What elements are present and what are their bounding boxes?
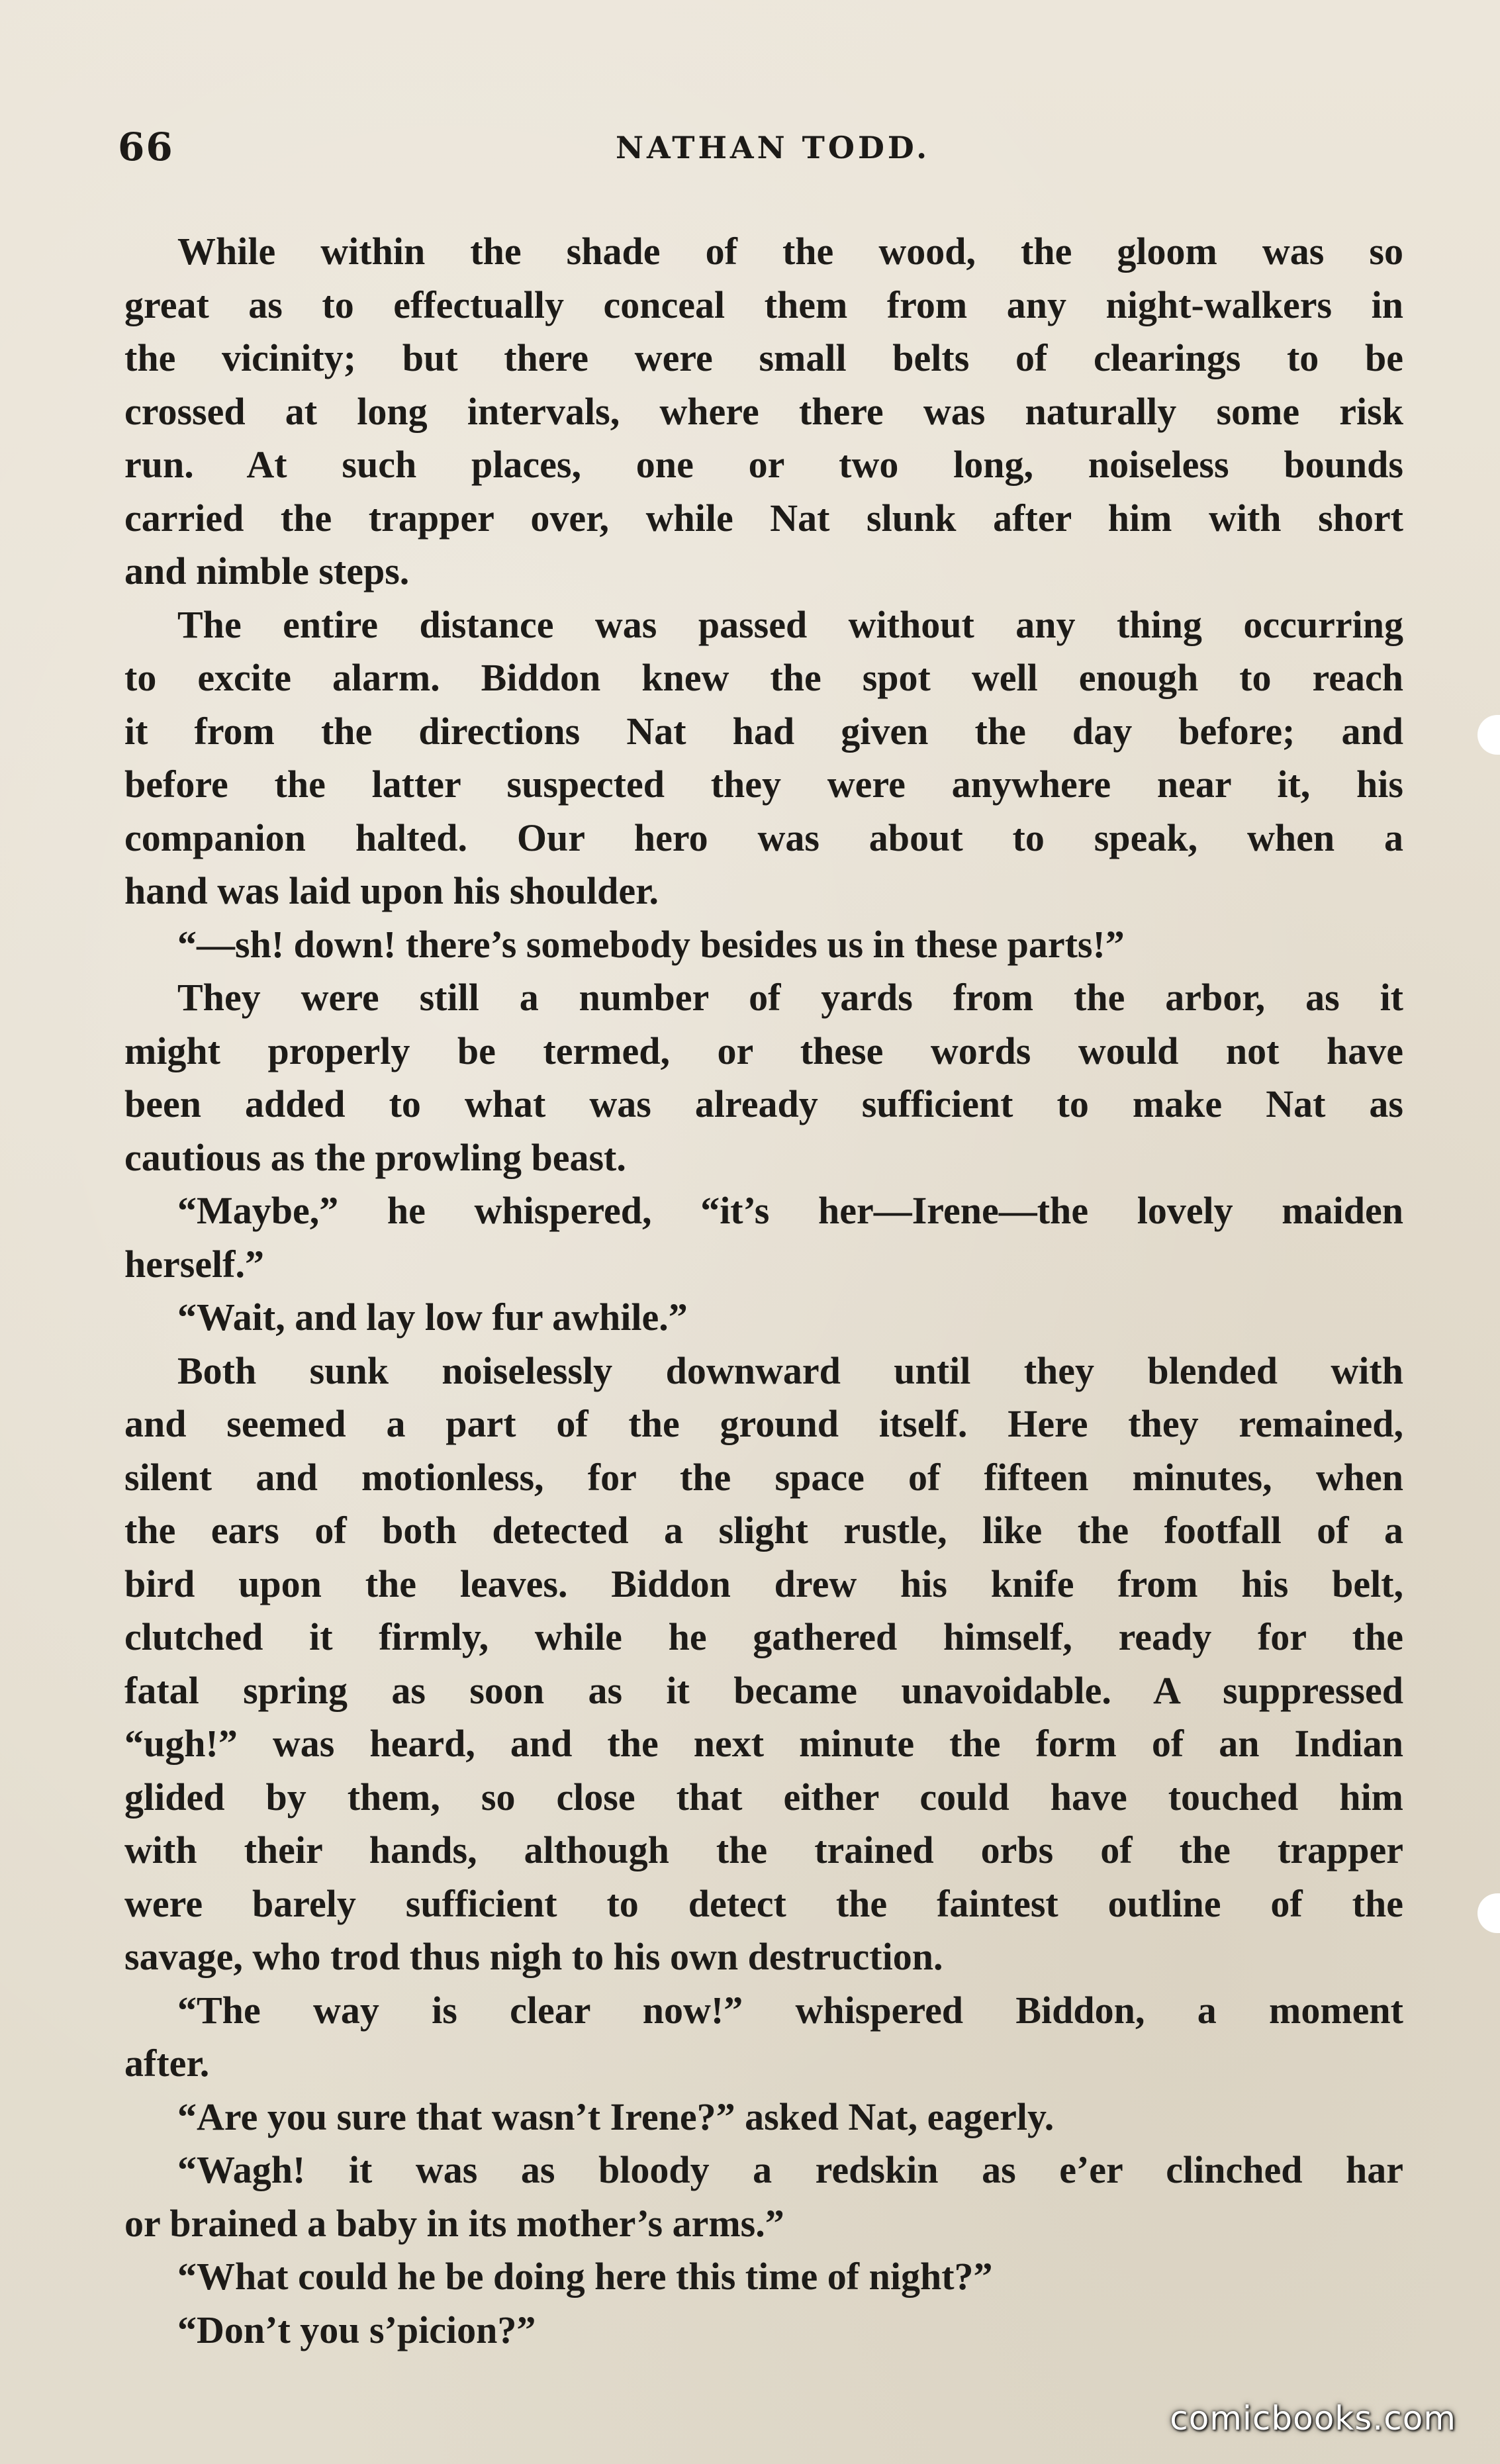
text-line: “The way is clear now!” whispered Biddon, a moment <box>177 1988 1403 2032</box>
text-line: hand was laid upon his shoulder. <box>124 869 659 912</box>
page-header <box>0 124 1500 191</box>
text-line: glided by them, so close that either could have touched him <box>124 1775 1403 1819</box>
text-line: been added to what was already sufficient to make Nat as <box>124 1082 1403 1125</box>
text-line: and nimble steps. <box>124 549 410 592</box>
text-line: companion halted. Our hero was about to speak, when a <box>124 816 1403 859</box>
text-line: herself.” <box>124 1242 264 1286</box>
text-line: Both sunk noiselessly downward until they blended with <box>177 1349 1403 1392</box>
text-line: While within the shade of the wood, the gloom was so <box>177 230 1403 273</box>
text-line: were barely sufficient to detect the faintest outline of the <box>124 1881 1403 1925</box>
text-line: clutched it firmly, while he gathered himself, ready for the <box>124 1615 1403 1658</box>
text-line: after. <box>124 2042 210 2085</box>
text-line: great as to effectually conceal them from any night-walkers in <box>124 283 1403 326</box>
text-line: They were still a number of yards from the arbor, as it <box>177 976 1403 1019</box>
text-line: to excite alarm. Biddon knew the spot well enough to reach <box>124 656 1403 699</box>
text-line: “Wagh! it was as bloody a redskin as e’er clinched har <box>177 2148 1403 2191</box>
text-line: “ugh!” was heard, and the next minute the form of an Indian <box>124 1722 1403 1765</box>
text-line: “Maybe,” he whispered, “it’s her—Irene—the lovely maiden <box>177 1189 1403 1232</box>
text-line: crossed at long intervals, where there was naturally some risk <box>124 389 1403 433</box>
text-line: the ears of both detected a slight rustle, like the footfall of a <box>124 1509 1403 1552</box>
text-line: with their hands, although the trained orbs of the trapper <box>124 1828 1403 1872</box>
text-line: the vicinity; but there were small belts of clearings to be <box>124 336 1403 379</box>
text-line: might properly be termed, or these words would not have <box>124 1029 1403 1072</box>
text-line: savage, who trod thus nigh to his own destruction. <box>124 1935 943 1978</box>
text-line: and seemed a part of the ground itself. Here they remained, <box>124 1402 1403 1445</box>
running-title: NATHAN TODD. <box>616 130 931 166</box>
text-line: bird upon the leaves. Biddon drew his knife from his belt, <box>124 1562 1403 1605</box>
page-number: 66 <box>118 124 174 169</box>
text-line: “Don’t you s’picion?” <box>177 2308 536 2351</box>
text-line: it from the directions Nat had given the day before; and <box>124 709 1403 753</box>
text-line: “Are you sure that wasn’t Irene?” asked Nat, eagerly. <box>177 2095 1055 2138</box>
text-line: The entire distance was passed without any thing occurring <box>177 602 1403 646</box>
watermark: comicbooks.com <box>1170 2399 1456 2438</box>
text-line: carried the trapper over, while Nat slunk after him with short <box>124 496 1403 540</box>
text-line: run. At such places, one or two long, noiseless bounds <box>124 443 1403 486</box>
text-line: fatal spring as soon as it became unavoidable. A suppressed <box>124 1668 1403 1712</box>
text-line: before the latter suspected they were anywhere near it, his <box>124 763 1403 806</box>
text-line: cautious as the prowling beast. <box>124 1135 626 1179</box>
page-edge-notch <box>1477 1893 1500 1933</box>
text-line: “—sh! down! there’s somebody besides us in these parts!” <box>177 922 1125 966</box>
text-line: or brained a baby in its mother’s arms.” <box>124 2201 784 2245</box>
text-line: silent and motionless, for the space of fifteen minutes, when <box>124 1455 1403 1499</box>
text-line: “What could he be doing here this time of night?” <box>177 2255 993 2298</box>
text-line: “Wait, and lay low fur awhile.” <box>177 1296 688 1339</box>
page-edge-notch <box>1477 715 1500 755</box>
body-text <box>124 225 1403 2357</box>
